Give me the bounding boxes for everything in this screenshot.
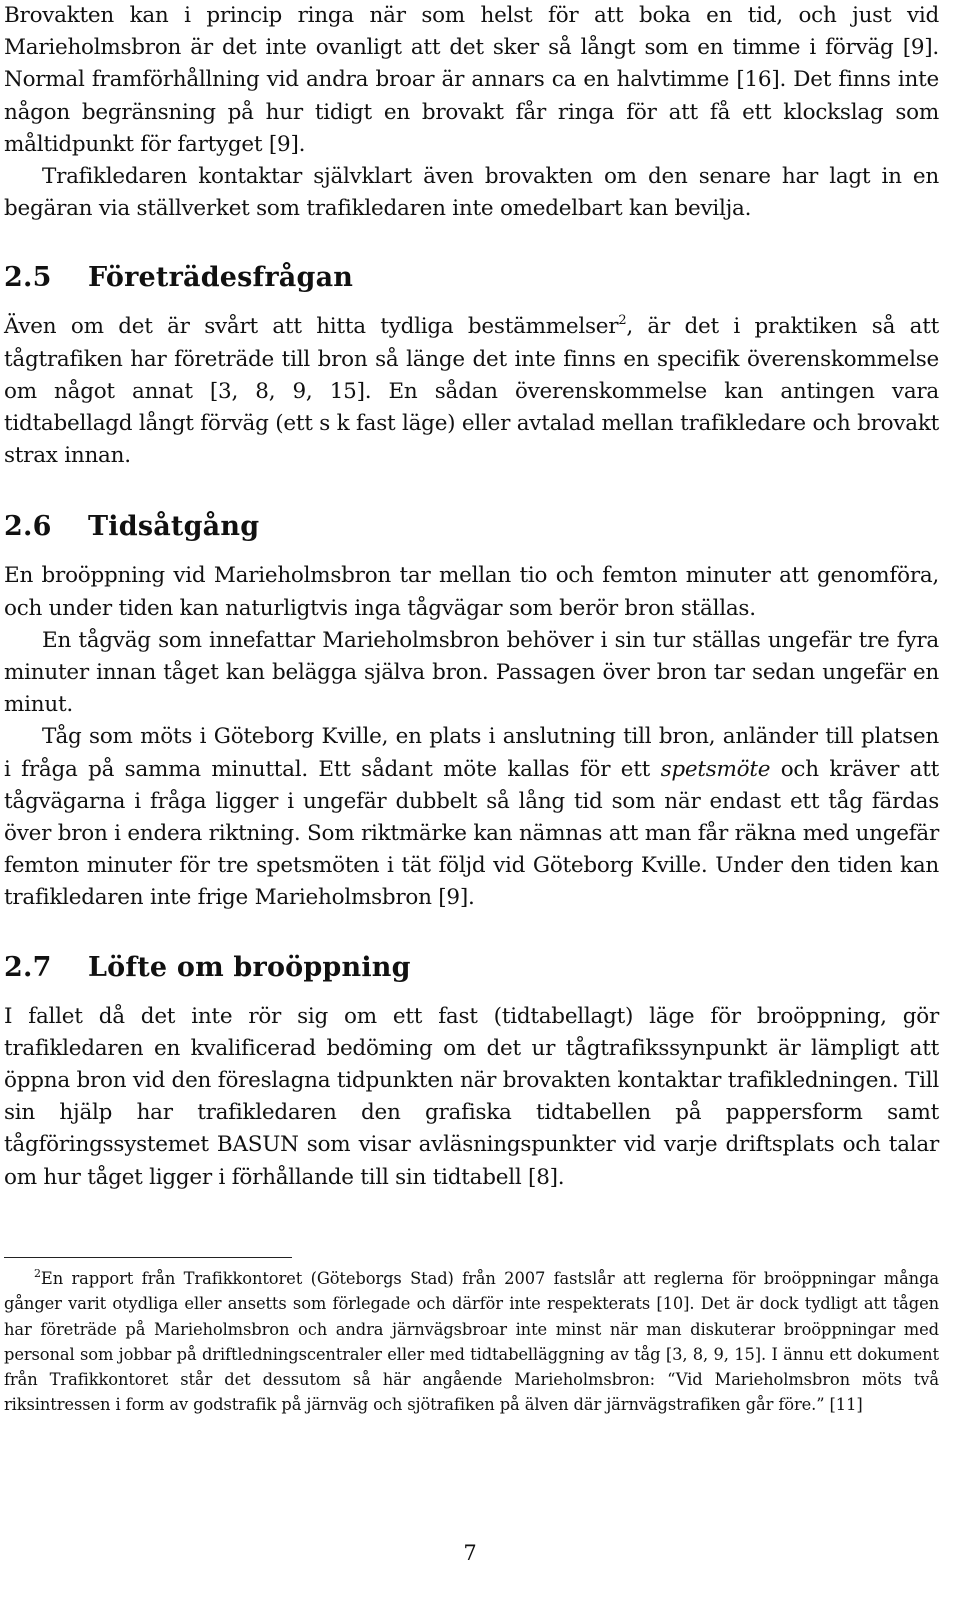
- section-title: Tidsåtgång: [88, 511, 260, 543]
- footnote-reference: 2: [618, 313, 627, 329]
- section-2-6-paragraph-2: En tågväg som innefattar Marieholmsbron behöver i sin tur ställas ungefär tre fyra minuter innan tåget kan belägga själva bron. Passagen över bron tar sedan ungefär en minut.: [4, 627, 939, 718]
- section-number: 2.7: [4, 951, 52, 983]
- section-2-5-paragraph-1: [4, 311, 939, 472]
- document-page: [4, 0, 939, 1194]
- section-title: Företrädesfrågan: [88, 262, 354, 294]
- section-title: Löfte om broöppning: [88, 951, 411, 983]
- footnote-divider: [4, 1257, 292, 1258]
- intro-paragraph-2: Trafikledaren kontaktar självklart även brovakten om den senare har lagt in en begäran via ställverket som trafikledaren inte omedelbart kan bevilja.: [4, 164, 939, 222]
- text-run: och kräver att tågvägarna i fråga ligger i ungefär dubbelt så lång tid som när endast ett tåg färdas över bron i endera riktning. Som riktmärke kan nämnas att man får räkna med ungefär femton minuter för tre spetsmöten i tät följd vid Göteborg Kville. Under den tiden kan trafikledaren inte frige Marieholmsbron [9].: [4, 756, 939, 911]
- section-2-7-paragraph-1: I fallet då det inte rör sig om ett fast (tidtabellagt) läge för broöppning, gör trafikledaren en kvalificerad bedöming om det ur tågtrafikssynpunkt är lämpligt att öppna bron vid den föreslagna tidpunkten när brovakten kontaktar trafikledningen. Till sin hjälp har trafikledaren den grafiska tidtabellen på pappersform samt tågföringssystemet BASUN som visar avläsningspunkter vid varje driftsplats och talar om hur tåget ligger i förhållande till sin tidtabell [8].: [4, 1003, 939, 1190]
- text-run: Även om det är svårt att hitta tydliga bestämmelser: [4, 314, 619, 340]
- section-heading-2-6: [4, 510, 939, 544]
- section-2-6-paragraph-1: En broöppning vid Marieholmsbron tar mellan tio och femton minuter att genomföra, och under tiden kan naturligtvis inga tågvägar som berör bron ställas.: [4, 563, 939, 621]
- emphasized-term: spetsmöte: [660, 756, 771, 782]
- text-run: En rapport från Trafikkontoret (Göteborgs Stad) från 2007 fastslår att reglerna för broöppningar många gånger varit otydliga eller ansetts som förlegade och därför inte respekterats [10]. Det är dock tydligt att tågen har företräde på Marieholmsbron och andra järnvägsbroar inte minst när man diskuterar broöppningar med personal som jobbar på driftledningscentraler eller med tidtabelläggning av tåg [3, 8, 9, 15]. I ännu ett dokument från Trafikkontoret står det dessutom så här angående Marieholmsbron: “Vid Marieholmsbron möts två riksintressen i form av godstrafik på järnväg och sjötrafiken på älven där järnvägstrafiken går före.” [11]: [4, 1269, 939, 1415]
- footnote: [4, 1266, 939, 1418]
- section-heading-2-7: [4, 951, 939, 985]
- footnote-mark: 2: [34, 1267, 41, 1280]
- intro-paragraph-1: Brovakten kan i princip ringa när som helst för att boka en tid, och just vid Marieholmsbron är det inte ovanligt att det sker så långt som en timme i förväg [9]. Normal framförhållning vid andra broar är annars ca en halvtimme [16]. Det finns inte någon begränsning på hur tidigt en brovakt får ringa för att få ett klockslag som måltidpunkt för fartyget [9].: [4, 3, 939, 157]
- section-number: 2.6: [4, 511, 52, 543]
- footnote-text: [4, 1266, 939, 1418]
- text-run: Tåg som möts i Göteborg Kville, en plats i anslutning till bron, anländer till platsen i fråga på samma minuttal. Ett sådant möte kallas för ett: [4, 724, 939, 782]
- section-2-6-paragraph-3: [4, 721, 939, 914]
- section-number: 2.5: [4, 262, 52, 294]
- section-heading-2-5: [4, 261, 939, 295]
- page-number: 7: [463, 1541, 477, 1565]
- text-run: , är det i praktiken så att tågtrafiken har företräde till bron så länge det inte finns en specifik överenskommelse om något annat [3, 8, 9, 15]. En sådan överenskommelse kan antingen vara tidtabellagd långt förväg (ett s k fast läge) eller avtalad mellan trafikledare och brovakt strax innan.: [4, 314, 940, 469]
